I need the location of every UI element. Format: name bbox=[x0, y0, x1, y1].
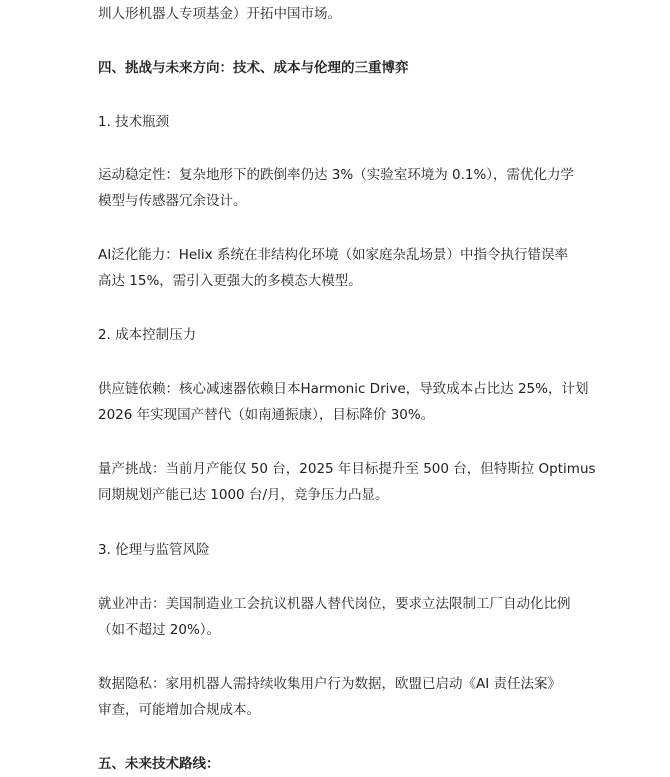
paragraph-continuation: 圳人形机器人专项基金）开拓中国市场。 bbox=[98, 6, 341, 22]
section-heading-4: 四、挑战与未来方向：技术、成本与伦理的三重博弈 bbox=[98, 60, 409, 76]
paragraph-data-privacy-line1: 数据隐私：家用机器人需持续收集用户行为数据，欧盟已启动《AI 责任法案》 bbox=[98, 676, 562, 692]
paragraph-motion-stability-line1: 运动稳定性：复杂地形下的跌倒率仍达 3%（实验室环境为 0.1%），需优化力学 bbox=[98, 167, 575, 183]
section-heading-5: 五、未来技术路线： bbox=[98, 756, 220, 772]
subheading-ethics-regulation: 3. 伦理与监管风险 bbox=[98, 542, 210, 558]
paragraph-supply-chain-line2: 2026 年实现国产替代（如南通振康），目标降价 30%。 bbox=[98, 407, 435, 423]
paragraph-ai-generalization-line1: AI泛化能力：Helix 系统在非结构化环境（如家庭杂乱场景）中指令执行错误率 bbox=[98, 247, 568, 263]
paragraph-supply-chain-line1: 供应链依赖：核心减速器依赖日本Harmonic Drive，导致成本占比达 25%，计划 bbox=[98, 381, 589, 397]
paragraph-ai-generalization-line2: 高达 15%，需引入更强大的多模态大模型。 bbox=[98, 273, 362, 289]
paragraph-employment-line2: （如不超过 20%）。 bbox=[98, 622, 221, 638]
subheading-tech-bottleneck: 1. 技术瓶颈 bbox=[98, 114, 170, 130]
paragraph-motion-stability-line2: 模型与传感器冗余设计。 bbox=[98, 193, 247, 209]
paragraph-employment-line1: 就业冲击：美国制造业工会抗议机器人替代岗位，要求立法限制工厂自动化比例 bbox=[98, 596, 571, 612]
paragraph-mass-production-line2: 同期规划产能已达 1000 台/月，竞争压力凸显。 bbox=[98, 487, 389, 503]
paragraph-data-privacy-line2: 审查，可能增加合规成本。 bbox=[98, 702, 260, 718]
paragraph-mass-production-line1: 量产挑战：当前月产能仅 50 台，2025 年目标提升至 500 台，但特斯拉 Optimus bbox=[98, 461, 596, 477]
subheading-cost-pressure: 2. 成本控制压力 bbox=[98, 327, 197, 343]
